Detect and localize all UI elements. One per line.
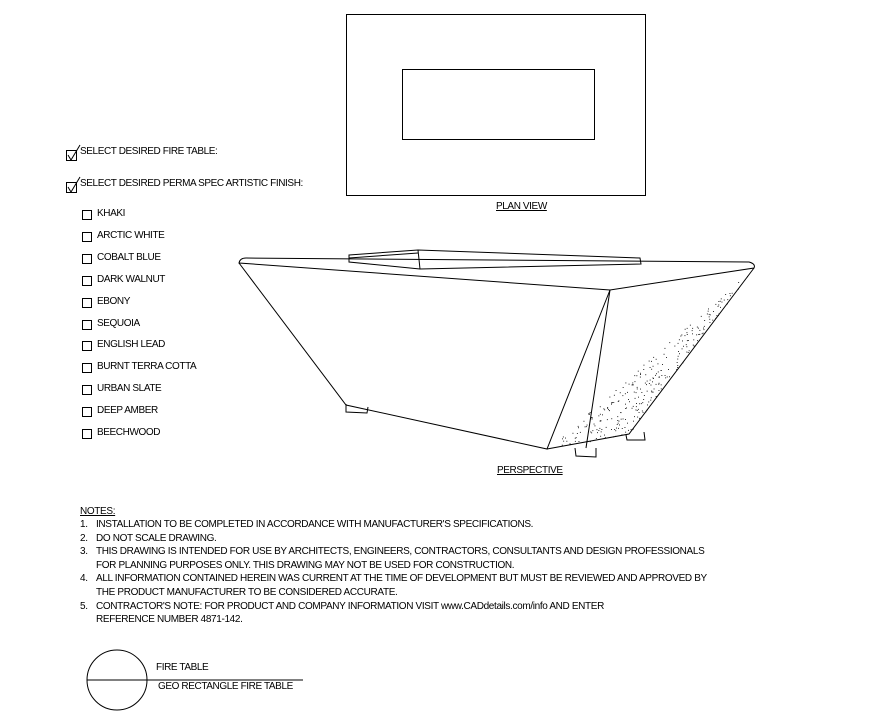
finish-checkbox[interactable] xyxy=(82,385,92,395)
finish-option-label: URBAN SLATE xyxy=(97,383,162,395)
note-number: 1. xyxy=(80,519,88,530)
finish-checkbox[interactable] xyxy=(82,298,92,308)
note-text: REFERENCE NUMBER 4871-142. xyxy=(96,614,243,626)
note-number: 2. xyxy=(80,532,88,544)
title-block-product: GEO RECTANGLE FIRE TABLE xyxy=(158,681,293,692)
selection-check-marks xyxy=(67,145,81,193)
finish-checkbox[interactable] xyxy=(82,363,92,373)
finish-option-label: EBONY xyxy=(97,295,131,307)
finish-checkbox[interactable] xyxy=(82,320,92,330)
finish-checkbox[interactable] xyxy=(82,407,92,417)
finish-checkbox[interactable] xyxy=(82,210,92,220)
note-text: DO NOT SCALE DRAWING. xyxy=(96,532,217,544)
finish-checkbox[interactable] xyxy=(82,232,92,242)
note-text: CONTRACTOR'S NOTE: FOR PRODUCT AND COMPANY INFORMATION VISIT www.CADdetails.com/info AND ENTER xyxy=(96,600,604,612)
note-number: 3. xyxy=(80,546,88,558)
note-text: THIS DRAWING IS INTENDED FOR USE BY ARCHITECTS, ENGINEERS, CONTRACTORS, CONSULTANTS AND DESIGN PROFESSIONALS xyxy=(96,546,705,558)
note-text: INSTALLATION TO BE COMPLETED IN ACCORDANCE WITH MANUFACTURER'S SPECIFICATIONS. xyxy=(96,519,534,530)
note-text: THE PRODUCT MANUFACTURER TO BE CONSIDERED ACCURATE. xyxy=(96,587,398,598)
plan-view-outer-outline xyxy=(347,15,646,196)
finish-checkbox[interactable] xyxy=(82,276,92,286)
plan-view-label: PLAN VIEW xyxy=(496,201,547,212)
perspective-label: PERSPECTIVE xyxy=(497,465,563,476)
finish-option-label: DARK WALNUT xyxy=(97,273,166,285)
finish-option-label: KHAKI xyxy=(97,208,126,219)
finish-option-label: BEECHWOOD xyxy=(97,427,161,438)
title-block-category: FIRE TABLE xyxy=(156,662,209,673)
finish-option-label: DEEP AMBER xyxy=(97,405,158,417)
finish-option-label: ARCTIC WHITE xyxy=(97,229,165,241)
finish-checkbox[interactable] xyxy=(82,341,92,351)
select-finish-instruction: SELECT DESIRED PERMA SPEC ARTISTIC FINISH: xyxy=(80,178,303,189)
note-text: ALL INFORMATION CONTAINED HEREIN WAS CURRENT AT THE TIME OF DEVELOPMENT BUT MUST BE REVIEWED AND APPROVED BY xyxy=(96,573,707,585)
finish-option-label: COBALT BLUE xyxy=(97,251,161,263)
perspective-fire-table xyxy=(239,250,754,457)
finish-checkbox[interactable] xyxy=(82,429,92,439)
note-text: FOR PLANNING PURPOSES ONLY. THIS DRAWING MAY NOT BE USED FOR CONSTRUCTION. xyxy=(96,559,515,571)
select-fire-table-instruction: SELECT DESIRED FIRE TABLE: xyxy=(80,146,218,157)
title-block-symbol xyxy=(87,650,303,710)
finish-option-label: BURNT TERRA COTTA xyxy=(97,361,197,373)
finish-option-label: ENGLISH LEAD xyxy=(97,339,166,351)
note-number: 5. xyxy=(80,600,88,612)
plan-view-burner-opening xyxy=(403,70,595,140)
finish-option-label: SEQUOIA xyxy=(97,317,140,329)
note-number: 4. xyxy=(80,573,88,585)
notes-heading: NOTES: xyxy=(80,506,116,517)
finish-checkbox[interactable] xyxy=(82,254,92,264)
